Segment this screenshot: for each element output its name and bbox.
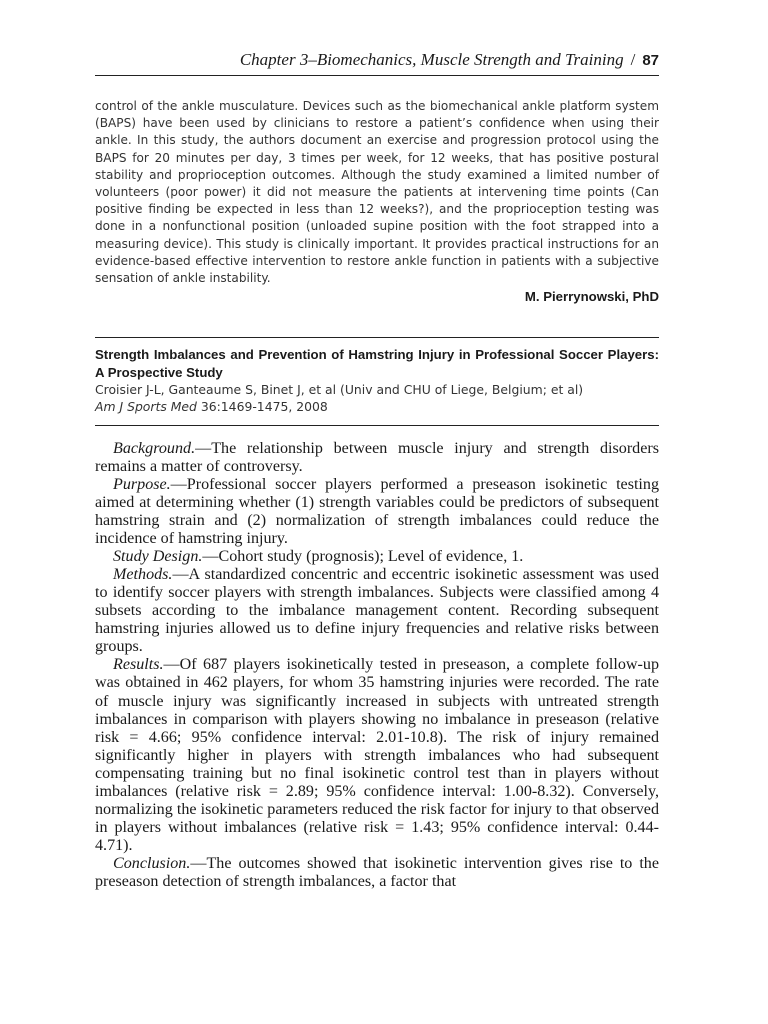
article-citation bbox=[95, 398, 659, 415]
commentary-text: control of the ankle musculature. Devices such as the biomechanical ankle platform system (BAPS) have been used by clinicians to restore a patient’s confidence when using their ankle. In this study, the authors document an exercise and progression protocol using the BAPS for 20 minutes per day, 3 times per week, for 12 weeks, that has positive postural stability and proprioception outcomes. Although the study examined a limited number of volunteers (poor power) it did not measure the patients at intervening time points (Can positive finding be expected in less than 12 weeks?), and the proprioception testing was done in a nonfunctional position (unloaded supine position with the foot strapped into a measuring device). This study is clinically important. It provides practical instructions for an evidence-based effective intervention to restore ankle function in patients with a subjective sensation of ankle instability. bbox=[95, 99, 659, 286]
section-text: —The outcomes showed that isokinetic intervention gives rise to the preseason detection of strength imbalances, a factor that bbox=[95, 854, 659, 890]
abstract-results bbox=[95, 656, 659, 855]
section-heading: Conclusion. bbox=[113, 854, 191, 872]
abstract bbox=[95, 440, 659, 891]
section-heading: Purpose. bbox=[113, 475, 171, 493]
abstract-background bbox=[95, 440, 659, 476]
section-heading: Study Design. bbox=[113, 548, 203, 566]
section-text: —Of 687 players isokinetically tested in preseason, a complete follow-up was obtained in 462 players, for whom 35 hamstring injuries were recorded. The rate of muscle injury was significantly increased in subjects with untreated strength imbalances in comparison with players showing no imbalance in preseason (relative risk = 4.66; 95% confidence interval: 2.01-10.8). The risk of injury remained significantly higher in players with strength imbalances who had subsequent compensating training but no final isokinetic control test than in players without imbalances (relative risk = 2.89; 95% confidence interval: 1.00-8.32). Conversely, normalizing the isokinetic parameters reduced the risk factor for injury to that observed in players without imbalances (relative risk = 1.43; 95% confidence interval: 0.44-4.71). bbox=[95, 656, 659, 854]
page bbox=[95, 50, 659, 891]
page-number: 87 bbox=[642, 52, 659, 69]
chapter-title: Chapter 3–Biomechanics, Muscle Strength and Training bbox=[239, 50, 624, 69]
section-text: —The relationship between muscle injury and strength disorders remains a matter of controversy. bbox=[95, 439, 659, 475]
running-head bbox=[95, 50, 659, 76]
section-text: —Cohort study (prognosis); Level of evidence, 1. bbox=[202, 548, 524, 566]
section-heading: Methods. bbox=[113, 566, 173, 584]
section-text: —A standardized concentric and eccentric isokinetic assessment was used to identify soccer players with strength imbalances. Subjects were classified among 4 subsets according to the imbalance management content. Recording subsequent hamstring injuries allowed us to define injury frequencies and relative risks between groups. bbox=[95, 566, 659, 656]
commentary-signature: M. Pierrynowski, PhD bbox=[524, 289, 659, 305]
citation-details: 36:1469-1475, 2008 bbox=[196, 399, 328, 415]
abstract-purpose bbox=[95, 476, 659, 548]
abstract-study-design bbox=[95, 548, 659, 566]
section-heading: Background. bbox=[113, 439, 196, 457]
abstract-methods bbox=[95, 566, 659, 656]
journal-name: Am J Sports Med bbox=[95, 399, 197, 415]
article-header bbox=[95, 337, 659, 426]
article-authors: Croisier J-L, Ganteaume S, Binet J, et al (Univ and CHU of Liege, Belgium; et al) bbox=[95, 382, 584, 398]
section-text: —Professional soccer players performed a preseason isokinetic testing aimed at determining whether (1) strength variables could be predictors of subsequent hamstring strain and (2) normalization of strength imbalances could reduce the incidence of hamstring injury. bbox=[95, 475, 659, 548]
article-title: Strength Imbalances and Prevention of Hamstring Injury in Professional Soccer Players: A Prospective Study bbox=[95, 347, 659, 380]
running-head-separator: / bbox=[630, 50, 636, 69]
commentary bbox=[95, 98, 659, 306]
abstract-conclusion bbox=[95, 855, 659, 891]
section-heading: Results. bbox=[113, 656, 164, 674]
